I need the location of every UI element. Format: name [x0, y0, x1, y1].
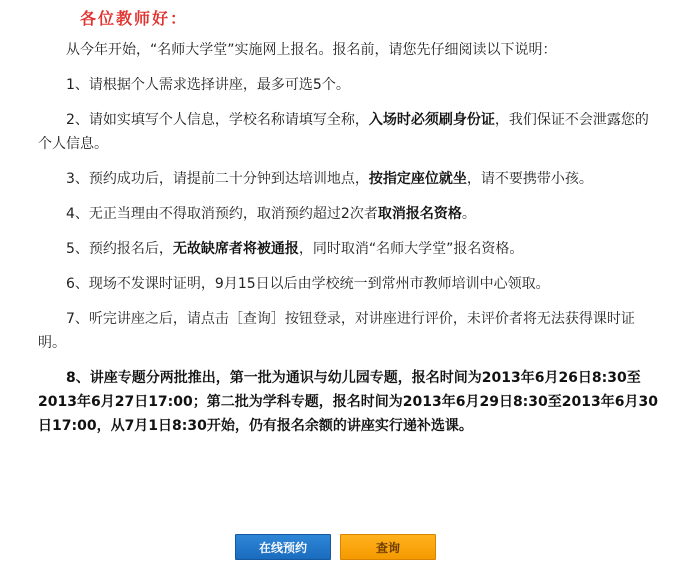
query-button[interactable]: 查询: [340, 534, 436, 560]
rule-item-2: [38, 108, 658, 156]
rule-item-5-text: 5、预约报名后，: [66, 241, 173, 257]
rule-item-8: 8、讲座专题分两批推出，第一批为通识与幼儿园专题，报名时间为2013年6月26日8:30至2013年6月27日17:00；第二批为学科专题，报名时间为2013年6月29日8:30至2013年6月30日17:00，从7月1日8:30开始，仍有报名余额的讲座实行递补选课。: [38, 370, 658, 434]
rule-item-2-text: 2、请如实填写个人信息，学校名称请填写全称，: [66, 112, 369, 128]
rule-item-7: 7、听完讲座之后，请点击［查询］按钮登录，对讲座进行评价，未评价者将无法获得课时证明。: [38, 311, 635, 351]
rule-item-3-text: 3、预约成功后，请提前二十分钟到达培训地点，: [66, 171, 369, 187]
greeting-title: 各位教师好：: [80, 9, 189, 28]
intro-paragraph: 从今年开始，“名师大学堂”实施网上报名。报名前，请您先仔细阅读以下说明：: [66, 42, 557, 58]
rule-item-3-tail: ，请不要携带小孩。: [466, 171, 593, 187]
rule-item-4: [38, 202, 658, 226]
rule-item-3-emphasis: 按指定座位就坐: [368, 171, 467, 187]
rule-item-3: [38, 167, 658, 191]
rule-item-1: 1、请根据个人需求选择讲座，最多可选5个。: [66, 77, 350, 93]
rule-item-5: [38, 237, 658, 261]
rule-item-4-tail: 。: [461, 206, 476, 222]
rule-item-2-emphasis: 入场时必须刷身份证: [368, 112, 495, 128]
notice-content: [38, 38, 658, 449]
rule-item-4-text: 4、无正当理由不得取消预约，取消预约超过2次者: [66, 206, 378, 222]
rule-item-5-emphasis: 无故缺席者将被通报: [172, 241, 299, 257]
rule-item-4-emphasis: 取消报名资格: [377, 206, 462, 222]
action-buttons: [0, 534, 679, 560]
rule-item-2-tail: ，我们保证不会泄露您的个人信息。: [38, 112, 649, 152]
rule-item-6: 6、现场不发课时证明，9月15日以后由学校统一到常州市教师培训中心领取。: [66, 276, 550, 292]
rule-item-5-tail: ，同时取消“名师大学堂”报名资格。: [298, 241, 524, 257]
online-booking-button[interactable]: 在线预约: [235, 534, 331, 560]
